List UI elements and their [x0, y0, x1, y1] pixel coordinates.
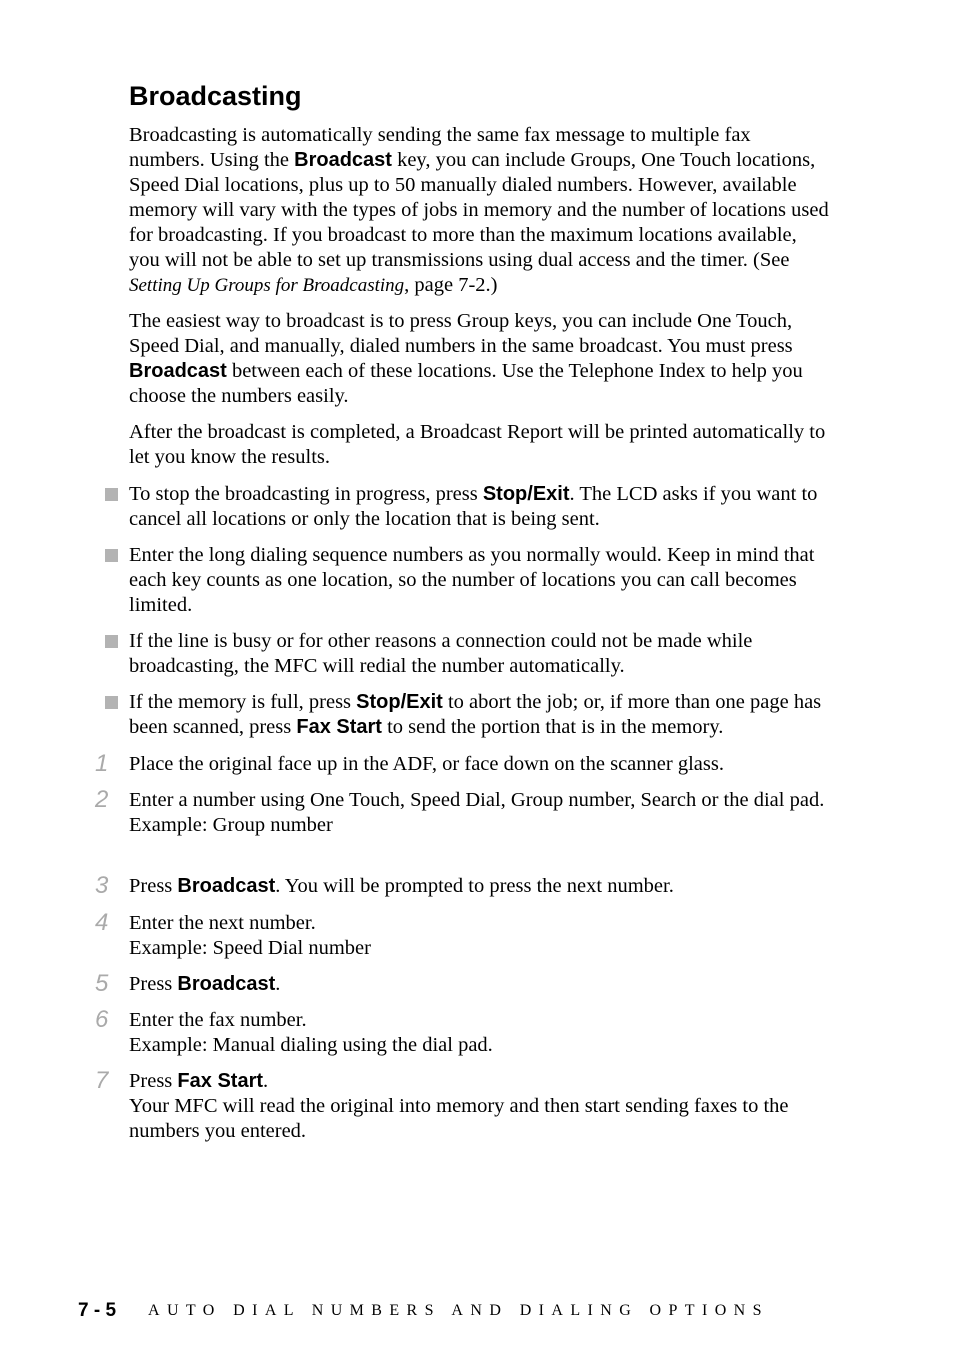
- text-run: Example: Manual dialing using the dial pad.: [129, 1034, 493, 1056]
- bullet-square-icon: [105, 549, 118, 562]
- text-run: The easiest way to broadcast is to press Group keys, you can include One Touch, Speed Dial, and manually, dialed numbers in the same broadcast. You must press: [129, 310, 793, 357]
- text-run: Example: Speed Dial number: [129, 937, 371, 959]
- step-number: 5: [95, 970, 109, 997]
- step-line: [129, 1094, 829, 1144]
- text-run: Press: [129, 973, 178, 995]
- text-run: Enter the next number.: [129, 912, 316, 934]
- key-name: Broadcast: [294, 149, 392, 171]
- key-name: Fax Start: [177, 1070, 264, 1092]
- step-line: [129, 1008, 829, 1033]
- step-number: 7: [95, 1067, 109, 1094]
- text-run: between each of these locations. Use the Telephone Index to help you choose the numbers easily.: [129, 360, 803, 407]
- text-run: To stop the broadcasting in progress, press: [129, 483, 483, 505]
- key-name: Broadcast: [177, 875, 276, 897]
- key-name: Broadcast: [129, 360, 227, 382]
- text-run: Enter the fax number.: [129, 1009, 307, 1031]
- step-number: 6: [95, 1006, 109, 1033]
- key-name: Broadcast: [177, 973, 276, 995]
- text-run: Press: [129, 875, 178, 897]
- key-name: Stop/Exit: [482, 483, 570, 505]
- step-line: [129, 1033, 829, 1058]
- text-run: . You will be prompted to press the next number.: [275, 875, 674, 897]
- page-title: Broadcasting: [129, 81, 302, 111]
- text-run: Press: [129, 1070, 178, 1092]
- step-number: 4: [95, 909, 109, 936]
- step-4: [129, 911, 829, 961]
- text-run: Example: Group number: [129, 814, 333, 836]
- text-run: If the line is busy or for other reasons a connection could not be made while broadcasting, the MFC will redial the number automatically.: [129, 630, 753, 677]
- step-1: [129, 752, 829, 777]
- text-run: to abort the job; or, if more than one page has been scanned, press: [129, 691, 822, 738]
- text-run: . The LCD asks if you want to cancel all locations or only the location that is being sent.: [129, 483, 818, 530]
- intro-paragraph-3: [129, 420, 829, 470]
- text-run: , page 7-2.): [404, 274, 498, 296]
- text-run: After the broadcast is completed, a Broadcast Report will be printed automatically to let you know the results.: [129, 421, 826, 468]
- step-number: 3: [95, 872, 109, 899]
- bullet-item-4: [129, 690, 829, 740]
- page-number: 7 - 5: [78, 1300, 117, 1321]
- step-number: 2: [95, 786, 109, 813]
- bullet-item-3: [129, 629, 829, 679]
- text-run: Your MFC will read the original into memory and then start sending faxes to the numbers you entered.: [129, 1095, 789, 1142]
- text-run: to send the portion that is in the memory.: [381, 716, 724, 738]
- key-name: Fax Start: [296, 716, 382, 738]
- bullet-item-2: [129, 543, 829, 618]
- text-run: .: [263, 1070, 269, 1092]
- text-run: Broadcasting is automatically sending the same fax message to multiple fax numbers. Using the: [129, 124, 751, 171]
- bullet-square-icon: [105, 488, 118, 501]
- step-2: [129, 788, 829, 838]
- step-line: [129, 911, 829, 936]
- intro-paragraph-2: [129, 309, 829, 409]
- chapter-title: AUTO DIAL NUMBERS AND DIALING OPTIONS: [148, 1302, 769, 1319]
- step-5: [129, 972, 829, 997]
- step-6: [129, 1008, 829, 1058]
- key-name: Stop/Exit: [356, 691, 443, 713]
- step-line: [129, 972, 829, 997]
- step-number: 1: [95, 750, 109, 777]
- step-line: [129, 936, 829, 961]
- intro-paragraph-1: [129, 123, 829, 298]
- step-line: [129, 1069, 829, 1094]
- text-run: Place the original face up in the ADF, or face down on the scanner glass.: [129, 753, 724, 775]
- cross-reference: Setting Up Groups for Broadcasting: [129, 275, 405, 296]
- bullet-item-1: [129, 482, 829, 532]
- bullet-square-icon: [105, 635, 118, 648]
- text-run: Enter a number using One Touch, Speed Dial, Group number, Search or the dial pad.: [129, 789, 825, 811]
- text-run: key, you can include Groups, One Touch locations, Speed Dial locations, plus up to 50 manually dialed numbers. However, available memory will vary with the types of jobs in memory and the number of locations used for broadcasting. If you broadcast to more than the maximum locations available, you will not be able to set up transmissions using dual access and the timer. (See: [129, 149, 829, 271]
- bullet-square-icon: [105, 696, 118, 709]
- step-line: [129, 788, 829, 813]
- step-3: [129, 874, 829, 899]
- step-line: [129, 752, 829, 777]
- step-line: [129, 874, 829, 899]
- step-line: [129, 813, 829, 838]
- text-run: If the memory is full, press: [129, 691, 357, 713]
- step-7: [129, 1069, 829, 1144]
- text-run: .: [275, 973, 281, 995]
- text-run: Enter the long dialing sequence numbers as you normally would. Keep in mind that each key counts as one location, so the number of locations you can call becomes limited.: [129, 544, 815, 616]
